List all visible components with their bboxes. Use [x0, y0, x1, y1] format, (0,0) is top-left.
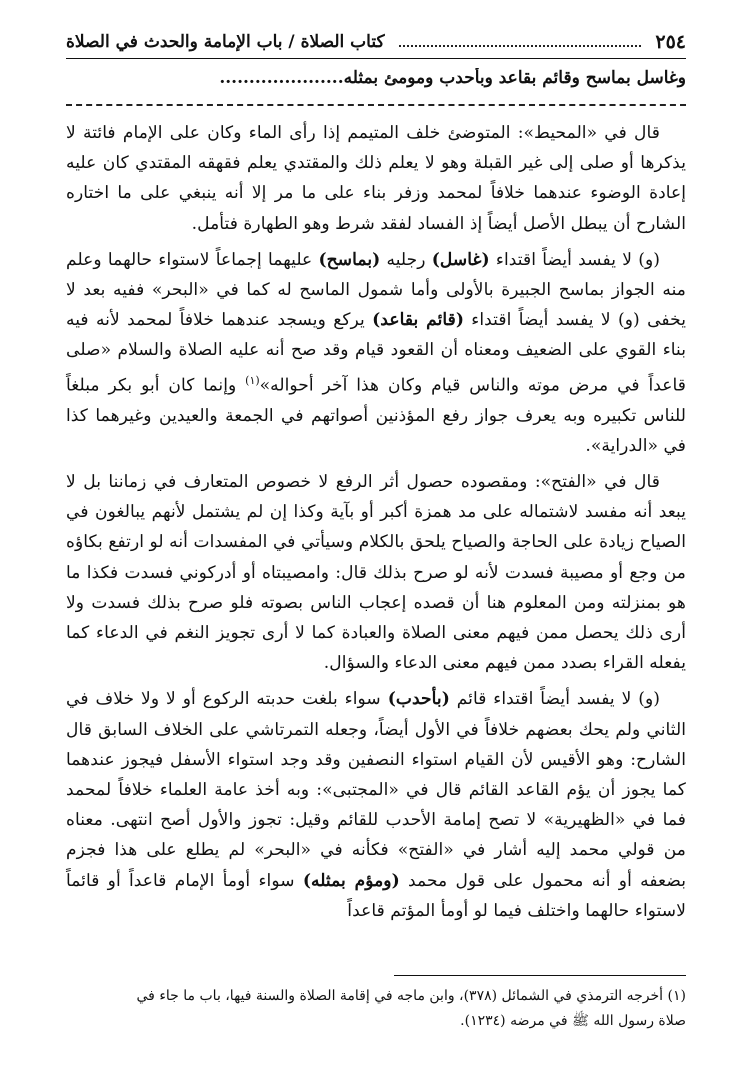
matn-term-mu-im-bimithlihi: (ومؤم بمثله) [302, 870, 400, 891]
text-run: رجليه [380, 249, 432, 270]
footnote-rule [394, 975, 686, 976]
text-run: (و) لا يفسد أيضاً اقتداء [489, 249, 660, 270]
text-run: سواء بلغت حدبته الركوع أو لا ولا خلاف في الثاني ولم يحك بعضهم خلافاً في الأول أيضاً، وجعله التمرتاشي على الخلاف السابق قال الشارح: وهو الأقيس لأن القيام استواء النصفين وقد وجد استواء الأسفل فيجوز عندهما كما يجوز أن يؤم القاعد القائم قال في «المجتبى»: وبه أخذ عامة العلماء خلافاً لمحمد فما في «الظهيرية» لا تصح إمامة الأحدب للقائم وقيل: تجوز والأول أصح انتهى. معناه من قولي محمد إليه أشار في «الفتح» فكأنه في «البحر» لم يطلع على هذا فجزم بضعفه أو أنه محمول على قول محمد [66, 689, 687, 891]
text-run: (و) لا يفسد أيضاً اقتداء قائم [449, 689, 660, 710]
matn-term-ghasil: (غاسل) [431, 249, 490, 270]
footnote-reference[interactable]: (١) [245, 373, 260, 387]
paragraph-3: قال في «الفتح»: ومقصوده حصول أثر الرفع لا خصوص المتعارف في زماننا بل لا يبعد أنه مفسد لاشتماله على مد همزة أكبر أو بآية وكذا إن لم يشتمل لأنهم يبالغون في الصياح زيادة على الحاجة والصياح يلحق بالكلام وسيأتي في المفسدات أنه لو ارتفع بكاؤه من وجع أو مصيبة فسدت لأنه لو صرح بذلك قال: وامصيبتاه أو أدركوني فسدت فكذا ما هو بمنزلته ومن المعلوم هنا أن قصده إعجاب الناس بصوته فلو صرح بذلك فسدت ولا أرى ذلك يحصل ممن فيهم معنى الصلاة والعبادة كما لا أرى تجويز النغم في الدعاء كما يفعله القراء بصدد ممن فيهم معنى الدعاء والسؤال. [66, 471, 686, 674]
paragraph-4 [66, 684, 686, 926]
paragraph-2 [66, 245, 686, 461]
text-run: يركع ويسجد عندهما خلافاً لمحمد لأنه فيه بناء القوي على الضعيف ومعناه أن القعود قيام وقد صح أنه عليه الصلاة والسلام «صلى قاعداً في مرض موته والناس قيام وكان هذا آخر أحواله» [66, 310, 687, 396]
footnote [66, 984, 686, 1034]
text-run: وإنما كان أبو بكر مبلغاً للناس تكبيره وبه يعرف جواز رفع المؤذنين أصواتهم في الجمعة والعيدين وغيرهما كذا في «الدراية». [66, 375, 686, 456]
text-run: سواء أومأ الإمام قاعداً أو قائماً لاستواء حالهما واختلف فيما لو أومأ المؤتم قاعداً [66, 870, 686, 921]
matn-term-ahdab: (بأحدب) [387, 689, 450, 710]
footnote-line-1: (١) أخرجه الترمذي في الشمائل (٣٧٨)، وابن ماجه في إقامة الصلاة والسنة فيها، باب ما جاء في [136, 988, 686, 1004]
header-title: كتاب الصلاة / باب الإمامة والحدث في الصلاة [66, 32, 385, 52]
matn-term-qaim-biqaid: (قائم بقاعد) [372, 310, 464, 331]
footnote-line-2: صلاة رسول الله ﷺ في مرضه (١٢٣٤). [460, 1013, 686, 1029]
page-number: ٢٥٤ [655, 31, 686, 53]
paragraph-1: قال في «المحيط»: المتوضئ خلف المتيمم إذا رأى الماء وكان على الإمام فائتة لا يذكرها أو صلى إلى غير القبلة وهو لا يعلم ذلك والمقتدي يعلم فقهقه المقتدي كان عليه إعادة الوضوء عندهما خلافاً لمحمد وزفر بناء على ما مر إلا أنه ينبغي على ما اختاره الشارح أن يبطل الأصل أيضاً إذ الفساد لفقد شرط وهو الطهارة فتأمل. [66, 123, 686, 234]
header-dotted-leader [399, 45, 642, 47]
text-run: عليهما إجماعاً لاستواء حالهما وعلم منه الجواز بماسح الجبيرة بالأولى وأما شمول الماسح له كما في «البحر» ففيه بعد لا يخفى (و) لا يفسد أيضاً اقتداء [66, 249, 686, 331]
header-rule [66, 58, 686, 59]
matn-text: وغاسل بماسح وقائم بقاعد وبأحدب ومومئ بمثله..................... [219, 68, 686, 88]
commentary-body [66, 118, 686, 932]
matn-dashed-separator [66, 104, 686, 106]
matn-term-masih: (بماسح) [318, 249, 381, 270]
running-header [66, 28, 686, 56]
